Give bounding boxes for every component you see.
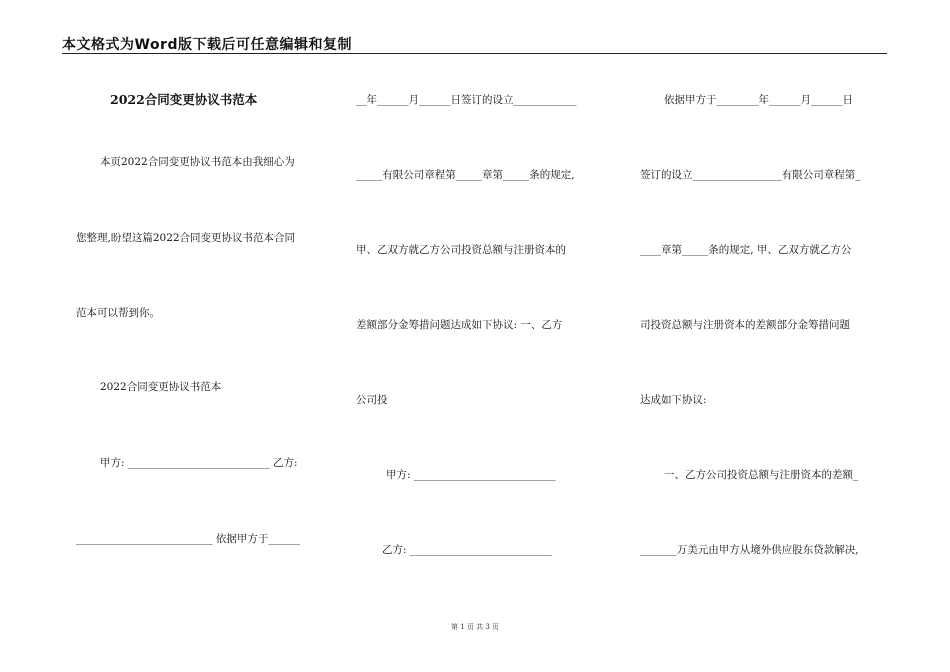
- text-line: 您整理,盼望这篇2022合同变更协议书范本合同: [76, 232, 296, 244]
- text-line: __________________________ 依据甲方于______: [76, 533, 300, 545]
- page-header: [62, 34, 887, 54]
- text-line: 公司投: [356, 394, 388, 406]
- text-line: 本页2022合同变更协议书范本由我细心为: [100, 156, 295, 168]
- text-line: 司投资总额与注册资本的差额部分金筹措问题: [640, 319, 850, 331]
- text-line: 差额部分金筹措问题达成如下协议: 一、乙方: [356, 319, 563, 331]
- header-divider: [62, 53, 887, 54]
- section-heading: 2022合同变更协议书范本: [100, 381, 222, 393]
- text-line: ____章第_____条的规定, 甲、乙双方就乙方公: [640, 244, 852, 256]
- party-a-line: 甲方: ___________________________ 乙方:: [100, 457, 298, 469]
- text-line: 甲、乙双方就乙方公司投资总额与注册资本的: [356, 244, 566, 256]
- text-line: _____有限公司章程第_____章第_____条的规定,: [356, 169, 575, 181]
- header-title: 本文格式为Word版下载后可任意编辑和复制: [62, 37, 352, 53]
- text-line: 达成如下协议:: [640, 394, 707, 406]
- text-line: 范本可以帮到你。: [76, 307, 160, 319]
- signature-party-b: 乙方: ___________________________: [382, 544, 552, 556]
- document-title: 2022合同变更协议书范本: [110, 92, 258, 107]
- text-line: 签订的设立_________________有限公司章程第_: [640, 169, 861, 181]
- text-line: 一、乙方公司投资总额与注册资本的差额_: [664, 469, 859, 481]
- signature-party-a: 甲方: ___________________________: [386, 469, 556, 481]
- text-line: _______万美元由甲方从境外供应股东贷款解决,: [640, 544, 859, 556]
- page-number: 第 1 页 共 3 页: [450, 623, 500, 631]
- text-line: __年______月______日签订的设立____________: [356, 94, 577, 106]
- text-line: 依据甲方于________年______月______日: [664, 94, 853, 106]
